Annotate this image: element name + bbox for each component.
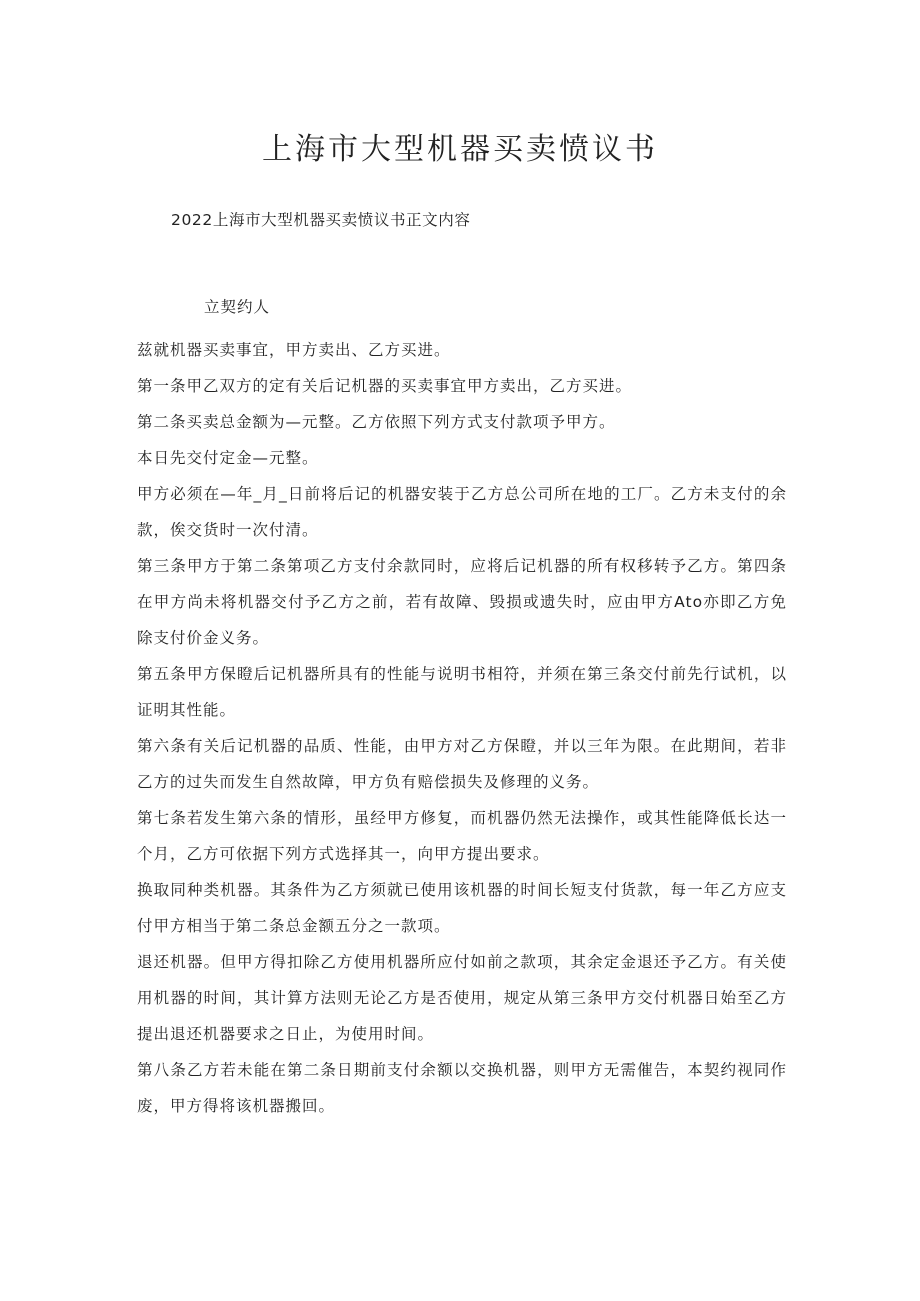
paragraph-return: 退还机器。但甲方得扣除乙方使用机器所应付如前之款项，其余定金退还予乙方。有关使用机器的时间，其计算方法则无论乙方是否使用，规定从第三条甲方交付机器日始至乙方提出退还机器要求之日止，为使用时间。 [137,953,787,1043]
paragraph-intro: 兹就机器买卖事宜，甲方卖出、乙方买进。 [137,341,451,359]
paragraph-deposit: 本日先交付定金—元整。 [137,449,319,467]
paragraph-article-1: 第一条甲乙双方的定有关后记机器的买卖事宜甲方卖出，乙方买进。 [137,377,633,395]
paragraph-article-3-4: 第三条甲方于第二条第项乙方支付余款同时，应将后记机器的所有权移转予乙方。第四条在甲方尚未将机器交付予乙方之前，若有故障、毁损或遗失时，应由甲方Ato亦即乙方免除支付价金义务。 [137,557,787,647]
signatory-label: 立契约人 [204,298,271,316]
paragraph-article-7: 第七条若发生第六条的情形，虽经甲方修复，而机器仍然无法操作，或其性能降低长达一个月，乙方可依据下列方式选择其一，向甲方提出要求。 [137,809,787,863]
paragraph-article-8: 第八条乙方若未能在第二条日期前支付余额以交换机器，则甲方无需催告，本契约视同作废，甲方得将该机器搬回。 [137,1061,787,1115]
paragraph-article-6: 第六条有关后记机器的品质、性能，由甲方对乙方保瞪，并以三年为限。在此期间，若非乙方的过失而发生自然故障，甲方负有赔偿损失及修理的义务。 [137,737,787,791]
paragraph-installation: 甲方必须在—年_月_日前将后记的机器安装于乙方总公司所在地的工厂。乙方未支付的余款，俟交货时一次付清。 [137,485,787,539]
document-subtitle: 2022上海市大型机器买卖愤议书正文内容 [171,211,471,229]
document-title: 上海市大型机器买卖愤议书 [262,132,658,167]
paragraph-article-2: 第二条买卖总金额为—元整。乙方依照下列方式支付款项予甲方。 [137,413,616,431]
paragraph-exchange: 换取同种类机器。其条件为乙方须就已使用该机器的时间长短支付货款，每一年乙方应支付甲方相当于第二条总金额五分之一款项。 [137,881,787,935]
document-body [137,332,787,1124]
paragraph-article-5: 第五条甲方保瞪后记机器所具有的性能与说明书相符，并须在第三条交付前先行试机，以证明其性能。 [137,665,787,719]
